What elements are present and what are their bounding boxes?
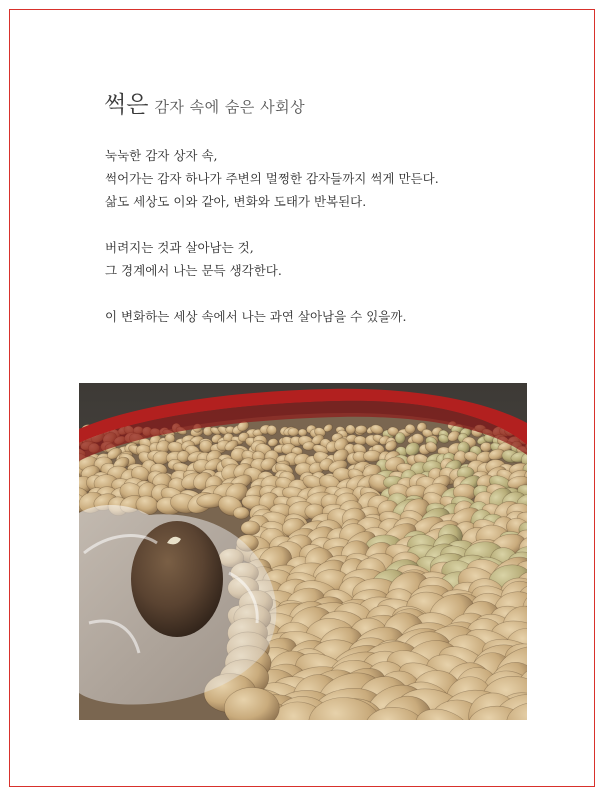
poem-body bbox=[105, 144, 525, 351]
page-title bbox=[104, 86, 305, 119]
poem-line: 눅눅한 감자 상자 속, bbox=[105, 148, 218, 163]
poem-line: 그 경계에서 나는 문득 생각한다. bbox=[105, 263, 282, 278]
stanza-2 bbox=[105, 236, 525, 282]
poem-line: 이 변화하는 세상 속에서 나는 과연 살아남을 수 있을까. bbox=[105, 309, 407, 324]
stanza-3 bbox=[105, 305, 525, 328]
poem-line: 썩어가는 감자 하나가 주변의 멀쩡한 감자들까지 썩게 만든다. bbox=[105, 171, 439, 186]
potato-photo-illustration bbox=[79, 383, 527, 720]
poem-line: 삶도 세상도 이와 같아, 변화와 도태가 반복된다. bbox=[105, 194, 367, 209]
stanza-1 bbox=[105, 144, 525, 213]
potato-box-photo bbox=[79, 383, 527, 720]
title-subtitle: 감자 속에 숨은 사회상 bbox=[154, 98, 306, 116]
poem-line: 버려지는 것과 살아남는 것, bbox=[105, 240, 254, 255]
title-main-word: 썩은 bbox=[104, 92, 149, 118]
